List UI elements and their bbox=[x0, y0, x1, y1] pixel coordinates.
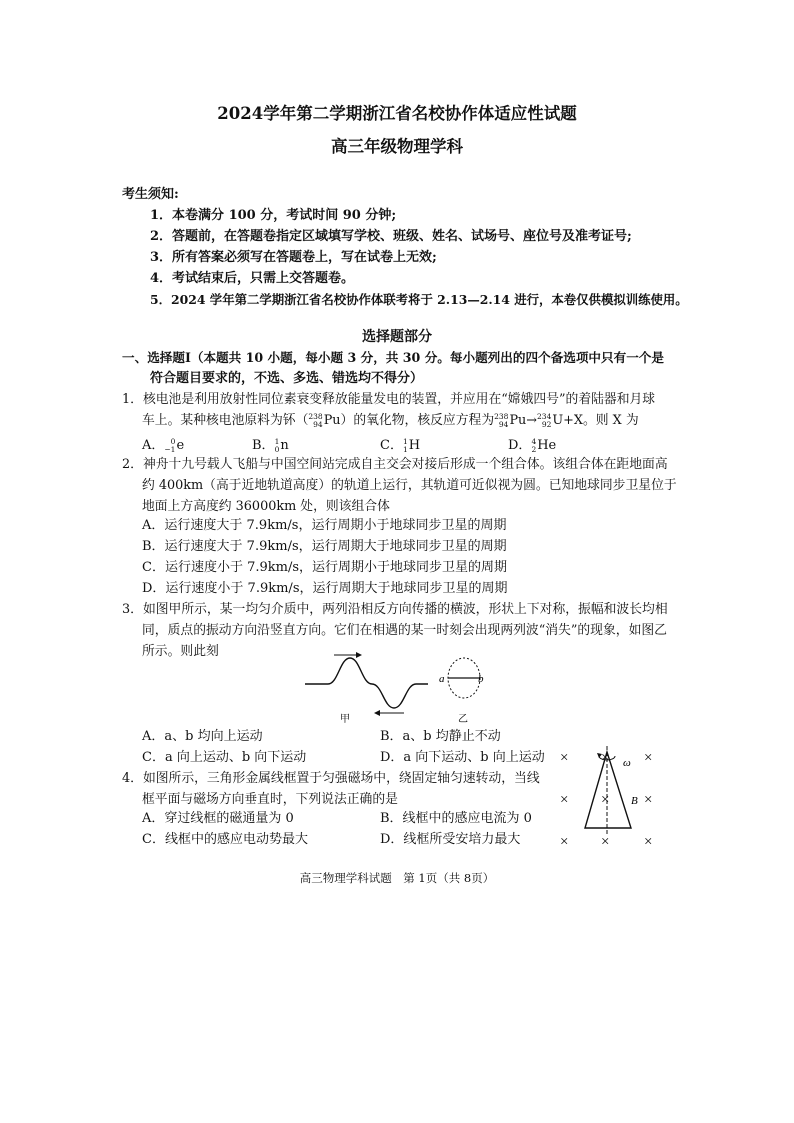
notice-heading: 考生须知: bbox=[122, 187, 179, 202]
q1-option-d-mass: 4 bbox=[531, 436, 537, 446]
q2-option-b: B．运行速度大于 7.9km/s，运行周期大于地球同步卫星的周期 bbox=[142, 539, 507, 554]
reaction-pu-symbol: Pu bbox=[509, 413, 527, 428]
arrow-left-head bbox=[374, 710, 380, 716]
pu-nuclide bbox=[308, 411, 340, 431]
q3-option-d: D．a 向下运动、b 向上运动 bbox=[380, 750, 545, 765]
q1-text-c: 。则 X 为 bbox=[583, 413, 639, 428]
q2-option-d: D．运行速度小于 7.9km/s，运行周期大于地球同步卫星的周期 bbox=[142, 581, 508, 596]
section-title: 选择题部分 bbox=[362, 329, 432, 345]
q1-option-c-charge: 1 bbox=[402, 444, 408, 454]
q1-option-c bbox=[380, 434, 420, 454]
notice-item: 5．2024 学年第二学期浙江省名校协作体联考将于 2.13—2.14 进行，本卷仅供模拟训练使用。 bbox=[150, 292, 688, 307]
q3-line-3: 所示。则此刻 bbox=[142, 644, 219, 659]
q1-text-b: ）的氧化物，核反应方程为 bbox=[340, 413, 495, 428]
q1-option-d-label: D． bbox=[508, 438, 532, 453]
q1-option-a-label: A． bbox=[142, 438, 165, 453]
q2-line-1: 2．神舟十九号载人飞船与中国空间站完成自主交会对接后形成一个组合体。该组合体在距地面高 bbox=[122, 457, 668, 472]
figure-yi-label: 乙 bbox=[458, 714, 468, 725]
pu-charge: 94 bbox=[313, 419, 323, 429]
pu-mass: 238 bbox=[308, 411, 323, 421]
part-instruction-line-1: 一、选择题Ⅰ（本题共 10 小题，每小题 3 分，共 30 分。每小题列出的四个备选项中只有一个是 bbox=[122, 350, 664, 365]
q4-option-d: D．线框所受安培力最大 bbox=[380, 832, 521, 847]
field-cross: × bbox=[601, 750, 610, 766]
q3-wave-figure bbox=[300, 652, 510, 726]
q1-option-b bbox=[252, 434, 289, 454]
q1-option-c-label: C． bbox=[380, 438, 403, 453]
exam-title: 2024学年第二学期浙江省名校协作体适应性试题 bbox=[217, 104, 577, 123]
q3-option-b: B．a、b 均静止不动 bbox=[380, 729, 501, 744]
exam-subtitle: 高三年级物理学科 bbox=[331, 137, 463, 156]
field-cross: × bbox=[560, 792, 569, 808]
q2-line-3: 地面上方高度约 36000km 处，则该组合体 bbox=[142, 499, 390, 514]
reaction-u-mass: 234 bbox=[537, 411, 552, 421]
q1-option-a-symbol: e bbox=[176, 438, 185, 453]
reaction-arrow: → bbox=[526, 413, 538, 428]
reaction-u-symbol: U bbox=[552, 413, 564, 428]
field-cross: × bbox=[644, 750, 653, 766]
notice-item: 1．本卷满分 100 分，考试时间 90 分钟; bbox=[150, 208, 397, 223]
field-cross: × bbox=[560, 834, 569, 850]
q4-option-b: B．线框中的感应电流为 0 bbox=[380, 811, 532, 826]
arrow-right-head bbox=[356, 652, 362, 658]
field-b-label: B bbox=[631, 795, 638, 807]
reaction-u bbox=[537, 411, 563, 431]
reaction-u-charge: 92 bbox=[541, 419, 552, 429]
notice-item: 3．所有答案必须写在答题卷上，写在试卷上无效; bbox=[150, 250, 437, 265]
wave-jia-curve bbox=[305, 658, 428, 708]
q4-option-c: C．线框中的感应电动势最大 bbox=[142, 832, 308, 847]
field-cross: × bbox=[601, 792, 610, 808]
q1-option-b-charge: 0 bbox=[274, 444, 280, 454]
omega-label: ω bbox=[623, 757, 631, 769]
q3-line-2: 同，质点的振动方向沿竖直方向。它们在相遇的某一时刻会出现两列波“消失”的现象，如图乙 bbox=[142, 623, 667, 638]
q1-option-d-charge: 2 bbox=[531, 444, 537, 454]
reaction-plus-x: +X bbox=[563, 413, 583, 428]
q3-line-1: 3．如图甲所示，某一均匀介质中，两列沿相反方向传播的横波，形状上下对称，振幅和波长均相 bbox=[122, 602, 668, 617]
q2-option-c: C．运行速度小于 7.9km/s，运行周期小于地球同步卫星的周期 bbox=[142, 560, 508, 575]
point-a-label: a bbox=[439, 673, 445, 685]
field-cross: × bbox=[560, 750, 569, 766]
point-b-label: b bbox=[478, 673, 484, 685]
q1-option-a-mass: 0 bbox=[170, 436, 176, 446]
figure-jia-label: 甲 bbox=[340, 714, 350, 725]
q1-option-a-charge: −1 bbox=[164, 444, 176, 454]
reaction-pu-charge: 94 bbox=[498, 419, 509, 429]
q1-line-1: 1．核电池是利用放射性同位素衰变释放能量发电的装置，并应用在“嫦娥四号”的着陆器和月球 bbox=[122, 392, 656, 407]
q2-option-a: A．运行速度大于 7.9km/s，运行周期小于地球同步卫星的周期 bbox=[142, 518, 507, 533]
reaction-pu-mass: 238 bbox=[494, 411, 509, 421]
field-cross: × bbox=[644, 792, 653, 808]
q1-option-d bbox=[508, 434, 556, 454]
q4-line-1: 4．如图所示，三角形金属线框置于匀强磁场中，绕固定轴匀速转动，当线 bbox=[122, 771, 540, 786]
field-cross: × bbox=[601, 834, 610, 850]
page-footer: 高三物理学科试题 第 1页（共 8页） bbox=[299, 871, 495, 885]
q1-option-b-label: B． bbox=[252, 438, 275, 453]
q4-option-a: A．穿过线框的磁通量为 0 bbox=[142, 811, 294, 826]
notice-item: 4．考试结束后，只需上交答题卷。 bbox=[150, 271, 355, 286]
q1-option-c-symbol: H bbox=[408, 438, 421, 453]
q4-magnetic-field-figure bbox=[555, 742, 665, 852]
q3-option-c: C．a 向上运动、b 向下运动 bbox=[142, 750, 307, 765]
q1-option-b-mass: 1 bbox=[274, 436, 280, 446]
pu-symbol: Pu bbox=[323, 413, 341, 428]
q1-option-b-symbol: n bbox=[280, 438, 289, 453]
q1-option-a bbox=[142, 434, 184, 454]
q1-line-2 bbox=[142, 411, 639, 431]
q1-option-d-symbol: He bbox=[537, 438, 557, 453]
q4-line-2: 框平面与磁场方向垂直时，下列说法正确的是 bbox=[142, 792, 398, 807]
part-instruction-line-2: 符合题目要求的，不选、多选、错选均不得分） bbox=[150, 371, 424, 386]
q1-text-a: 车上。某种核电池原料为钚（ bbox=[142, 413, 309, 428]
reaction-pu bbox=[494, 411, 526, 431]
q1-option-c-mass: 1 bbox=[402, 436, 408, 446]
notice-item: 2．答题前，在答题卷指定区域填写学校、班级、姓名、试场号、座位号及准考证号; bbox=[150, 229, 632, 244]
q3-option-a: A．a、b 均向上运动 bbox=[142, 729, 263, 744]
field-cross: × bbox=[644, 834, 653, 850]
q2-line-2: 约 400km（高于近地轨道高度）的轨道上运行，其轨道可近似视为圆。已知地球同步卫星位于 bbox=[142, 478, 677, 493]
